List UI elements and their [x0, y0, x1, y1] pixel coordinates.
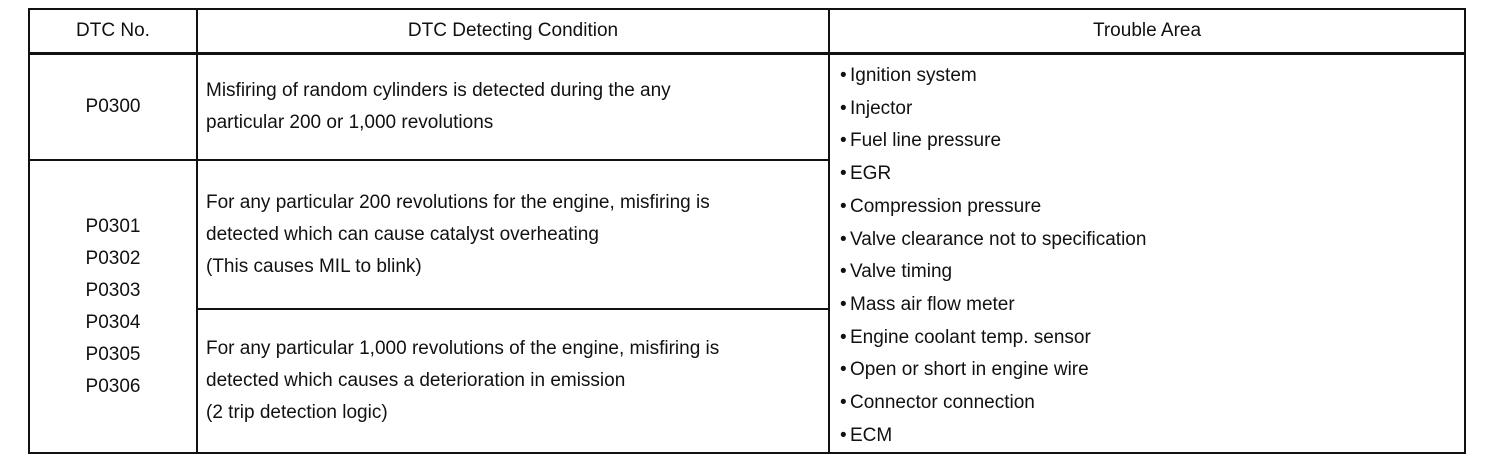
condition-cell [197, 160, 829, 309]
list-item [840, 387, 1464, 420]
condition-line: For any particular 200 revolutions for the engine, misfiring is [206, 191, 710, 213]
trouble-area-item: Injector [850, 97, 913, 119]
list-item [840, 354, 1464, 387]
bullet-icon: • [840, 228, 847, 250]
bullet-icon: • [840, 424, 847, 446]
condition-line: (2 trip detection logic) [206, 402, 388, 424]
trouble-area-item: Valve clearance not to specification [850, 228, 1147, 250]
list-item [840, 125, 1464, 158]
trouble-area-item: Engine coolant temp. sensor [850, 326, 1091, 348]
trouble-area-item: Open or short in engine wire [850, 359, 1089, 381]
header-dtc-no: DTC No. [29, 9, 197, 54]
dtc-code-list [30, 211, 196, 403]
condition-line: (This causes MIL to blink) [206, 255, 422, 277]
list-item [840, 158, 1464, 191]
dtc-code: P0301 [85, 215, 141, 237]
bullet-icon: • [840, 163, 847, 185]
header-condition: DTC Detecting Condition [197, 9, 829, 54]
trouble-area-item: ECM [850, 424, 893, 446]
bullet-icon: • [840, 130, 847, 152]
trouble-area-item: EGR [850, 163, 892, 185]
trouble-area-item: Compression pressure [850, 195, 1042, 217]
list-item [840, 93, 1464, 126]
bullet-icon: • [840, 326, 847, 348]
trouble-area-item: Connector connection [850, 392, 1035, 414]
dtc-code-cell [29, 160, 197, 453]
trouble-area-item: Fuel line pressure [850, 130, 1002, 152]
condition-line: detected which causes a deterioration in emission [206, 370, 626, 392]
bullet-icon: • [840, 65, 847, 86]
list-item [840, 322, 1464, 355]
bullet-icon: • [840, 392, 847, 414]
header-row [29, 9, 1465, 54]
bullet-icon: • [840, 261, 847, 283]
trouble-area-list [840, 55, 1464, 452]
list-item [840, 224, 1464, 257]
bullet-icon: • [840, 97, 847, 119]
header-trouble-area: Trouble Area [829, 9, 1465, 54]
condition-line: detected which can cause catalyst overheating [206, 223, 599, 245]
bullet-icon: • [840, 293, 847, 315]
list-item [840, 256, 1464, 289]
trouble-area-item: Mass air flow meter [850, 293, 1015, 315]
list-item [840, 289, 1464, 322]
list-item [840, 420, 1464, 453]
dtc-code-cell [29, 54, 197, 161]
condition-line: particular 200 or 1,000 revolutions [206, 112, 494, 133]
bullet-icon: • [840, 195, 847, 217]
dtc-code: P0306 [85, 375, 141, 397]
list-item [840, 191, 1464, 224]
dtc-code: P0305 [85, 343, 141, 365]
dtc-table [28, 8, 1466, 454]
trouble-area-cell [829, 54, 1465, 454]
trouble-area-item: Valve timing [850, 261, 953, 283]
condition-line: Misfiring of random cylinders is detected during the any [206, 80, 671, 101]
dtc-code: P0302 [85, 247, 141, 269]
bullet-icon: • [840, 359, 847, 381]
trouble-area-item: Ignition system [850, 65, 977, 86]
list-item [840, 60, 1464, 93]
dtc-code: P0300 [85, 96, 141, 117]
dtc-code: P0303 [85, 279, 141, 301]
condition-cell [197, 54, 829, 161]
condition-cell [197, 309, 829, 453]
table-row [29, 54, 1465, 161]
condition-line: For any particular 1,000 revolutions of the engine, misfiring is [206, 338, 720, 360]
dtc-code: P0304 [85, 311, 141, 333]
